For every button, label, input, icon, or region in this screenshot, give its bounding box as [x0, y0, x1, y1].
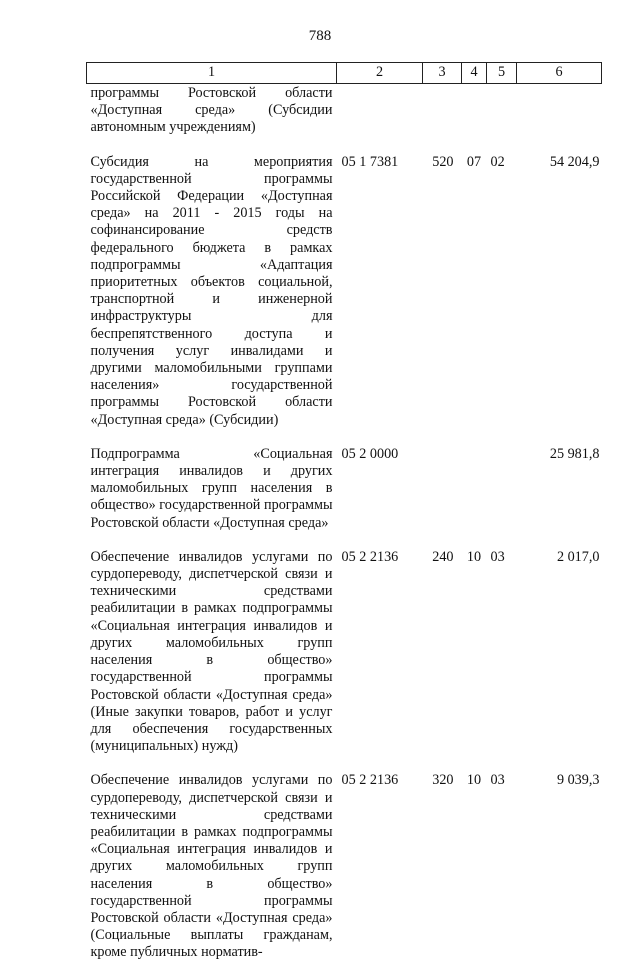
- row-vr: 320: [432, 772, 454, 789]
- row-vr: [423, 84, 462, 137]
- column-header-1: 1: [87, 63, 337, 84]
- row-code: 05 2 2136: [341, 548, 399, 565]
- row-sum: 9 039,3: [556, 772, 600, 789]
- table-row: [87, 137, 602, 429]
- row-code: 05 1 7381: [341, 153, 399, 170]
- row-pr: 03: [490, 772, 505, 789]
- page-number: 788: [308, 28, 332, 44]
- row-vr: [423, 429, 462, 532]
- row-code: [337, 84, 423, 137]
- row-rz: 10: [466, 772, 482, 789]
- row-description: Обеспечение инвалидов услугами по сурдопереводу, диспетчерской связи и техническими средствами реабилитации в рамках подпрограммы «Социальная интеграция инвалидов и других маломобильных групп населения в общество» государственной программы Ростовской области «Доступная среда» (Социальные выплаты гражданам, кроме публичных норматив-: [90, 772, 333, 961]
- row-code: 05 2 0000: [341, 445, 399, 462]
- row-sum: 2 017,0: [556, 548, 600, 565]
- table-row: [87, 84, 602, 137]
- column-header-3: 3: [423, 63, 462, 84]
- row-sum: [517, 84, 602, 137]
- budget-table: [86, 62, 602, 962]
- table-row: [87, 755, 602, 961]
- row-pr: 02: [490, 153, 505, 170]
- row-vr: 520: [432, 153, 454, 170]
- row-description: Обеспечение инвалидов услугами по сурдопереводу, диспетчерской связи и техническими средствами реабилитации в рамках подпрограммы «Социальная интеграция инвалидов и других маломобильных групп населения в общество» государственной программы Ростовской области «Доступная среда» (Иные закупки товаров, работ и услуг для обеспечения государственных (муниципальных) нужд): [90, 548, 333, 755]
- row-code: 05 2 2136: [341, 772, 399, 789]
- column-header-5: 5: [487, 63, 517, 84]
- row-description: программы Ростовской области «Доступная среда» (Субсидии автономным учреждениям): [90, 85, 333, 136]
- column-header-2: 2: [337, 63, 423, 84]
- row-rz: [462, 84, 487, 137]
- row-description: Субсидия на мероприятия государственной программы Российской Федерации «Доступная среда» на 2011 - 2015 годы на софинансирование средств федерального бюджета в рамках подпрограммы «Адаптация приоритетных объектов социальной, транспортной и инженерной инфраструктуры для беспрепятственного доступа и получения услуг инвалидами и другими маломобильными группами населения» государственной программы Ростовской области «Доступная среда» (Субсидии): [90, 153, 333, 428]
- row-rz: 10: [466, 548, 482, 565]
- row-sum: 25 981,8: [549, 445, 600, 462]
- row-sum: 54 204,9: [549, 153, 600, 170]
- table-row: [87, 532, 602, 755]
- row-rz: [462, 429, 487, 532]
- row-description: Подпрограмма «Социальная интеграция инвалидов и других маломобильных групп населения в общество» государственной программы Ростовской области «Доступная среда»: [90, 445, 333, 531]
- row-rz: 07: [466, 153, 482, 170]
- row-vr: 240: [432, 548, 454, 565]
- column-header-4: 4: [462, 63, 487, 84]
- table-row: [87, 429, 602, 532]
- row-pr: 03: [490, 548, 505, 565]
- row-pr: [487, 84, 517, 137]
- row-pr: [487, 429, 517, 532]
- column-header-6: 6: [517, 63, 602, 84]
- table-header-row: [87, 63, 602, 84]
